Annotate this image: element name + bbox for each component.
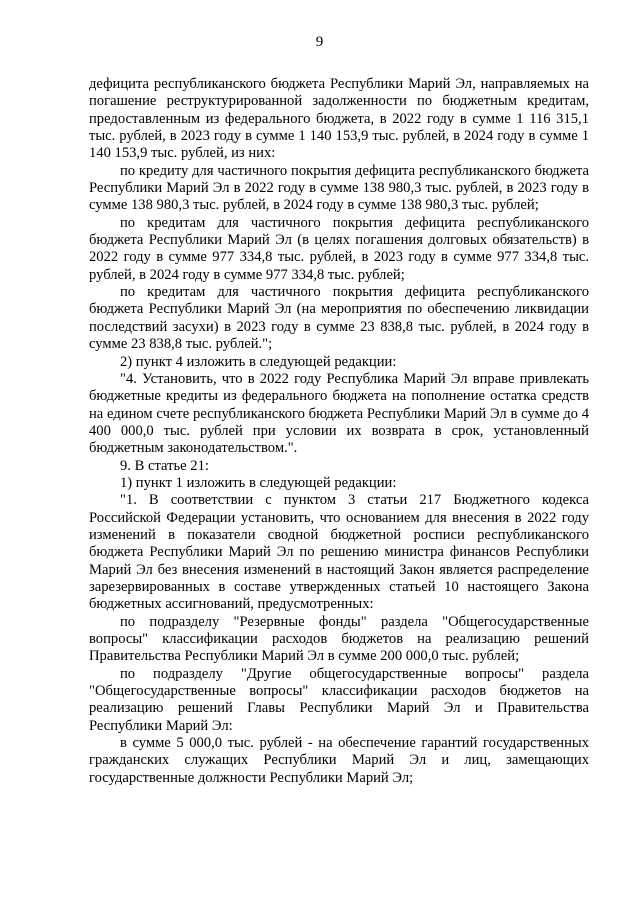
page-number: 9 [315,34,324,50]
paragraph-credits-debt-obligations: по кредитам для частичного покрытия дефицита республиканского бюджета Республики Марий Эл (в целях погашения долговых обязательств) в 2022 году в сумме 977 334,8 тыс. рублей, в 2023 году в сумме 977 334,8 тыс. рублей, в 2024 году в сумме 977 334,8 тыс. рублей; [89,214,589,283]
paragraph-item-1-text: "1. В соответствии с пунктом 3 статьи 217 Бюджетного кодекса Российской Федерации установить, что основанием для внесения в 2022 году изменений в показатели сводной бюджетной росписи республиканского бюджета Республики Марий Эл по решению министра финансов Республики Марий Эл без внесения изменений в настоящий Закон является распределение зарезервированных в составе утвержденных статьей 10 настоящего Закона бюджетных ассигнований, предусмотренных: [89,492,589,613]
paragraph-other-general-issues: по подразделу "Другие общегосударственные вопросы" раздела "Общегосударственные вопросы" классификации расходов бюджетов на реализацию решений Главы Республики Марий Эл и Правительства Республики Марий Эл: [89,665,589,734]
paragraph-reserve-funds: по подразделу "Резервные фонды" раздела "Общегосударственные вопросы" классификации расходов бюджетов на реализацию решений Правительства Республики Марий Эл в сумме 200 000,0 тыс. рублей; [89,613,589,665]
paragraph-continuation: дефицита республиканского бюджета Республики Марий Эл, направляемых на погашение реструктурированной задолженности по бюджетным кредитам, предоставленным из федерального бюджета, в 2022 году в сумме 1 116 315,1 тыс. рублей, в 2023 году в сумме 1 140 153,9 тыс. рублей, в 2024 году в сумме 1 140 153,9 тыс. рублей, из них: [89,76,589,162]
paragraph-guarantees-amount: в сумме 5 000,0 тыс. рублей - на обеспечение гарантий государственных гражданских служащих Республики Марий Эл и лиц, замещающих государственные должности Республики Марий Эл; [89,735,589,786]
paragraph-credit-drought-partial: по кредиту для частичного покрытия дефицита республиканского бюджета Республики Марий Эл в 2022 году в сумме 138 980,3 тыс. рублей, в 2023 году в сумме 138 980,3 тыс. рублей, в 2024 году в сумме 138 980,3 тыс. рублей; [89,162,589,214]
paragraph-credits-drought: по кредитам для частичного покрытия дефицита республиканского бюджета Республики Марий Эл (на мероприятия по обеспечению ликвидации последствий засухи) в 2023 году в сумме 23 838,8 тыс. рублей, в 2024 году в сумме 23 838,8 тыс. рублей."; [89,284,589,353]
paragraph-item-1-heading: 1) пункт 1 изложить в следующей редакции: [120,474,397,491]
paragraph-item-4-text: "4. Установить, что в 2022 году Республика Марий Эл вправе привлекать бюджетные кредиты из федерального бюджета на пополнение остатка средств на едином счете республиканского бюджета Республики Марий Эл в сумме до 4 400 000,0 тыс. рублей при условии их возврата в срок, установленный бюджетным законодательством.". [89,370,589,457]
paragraph-article-21-heading: 9. В статье 21: [120,457,209,474]
paragraph-item-2-heading: 2) пункт 4 изложить в следующей редакции: [120,353,397,370]
document-body [89,76,589,787]
